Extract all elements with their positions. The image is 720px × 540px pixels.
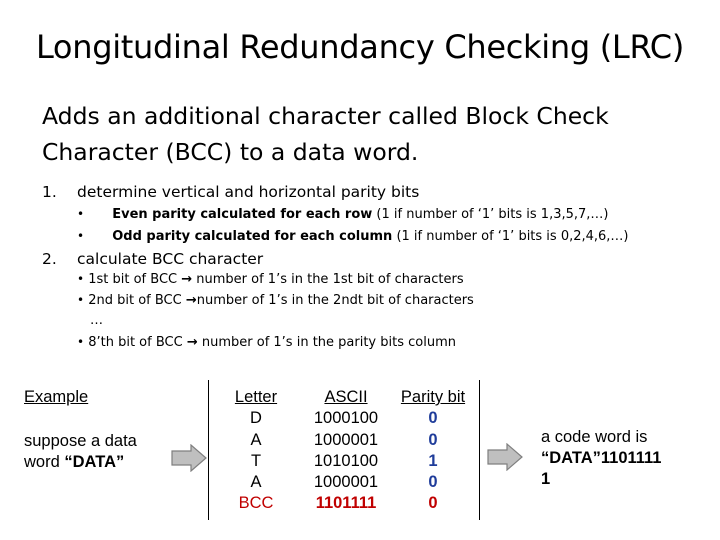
step-2-bullet: • 8’th bit of BCC → number of 1’s in the parity bits column	[77, 335, 456, 350]
bullet-marker: •	[77, 207, 85, 221]
parity-column	[393, 387, 473, 515]
step-1-bullet	[77, 229, 629, 244]
right-block-arrow-icon	[487, 443, 523, 471]
ascii-cell: 1010100	[313, 451, 379, 470]
intro-text	[42, 98, 609, 170]
bullet-marker: •	[77, 272, 85, 286]
parity-cell: 0	[428, 473, 438, 492]
bcc-parity-cell: 0	[428, 494, 438, 513]
ascii-cell: 1000100	[313, 409, 379, 428]
right-block-arrow-icon	[171, 444, 207, 472]
bullet-rest-text: (1 if number of ‘1’ bits is 1,3,5,7,…)	[372, 207, 609, 222]
step-2-bullet: • 2nd bit of BCC →number of 1’s in the 2ndt bit of characters	[77, 293, 474, 308]
bcc-ascii-cell: 1101111	[315, 494, 377, 513]
bcc-label: BCC	[238, 494, 274, 513]
example-description: suppose a data word “DATA”	[24, 432, 137, 471]
bullet-rest-text: (1 if number of ‘1’ bits is 0,2,4,6,…)	[392, 229, 629, 244]
result-text: a code word is “DATA”1101111 1	[541, 428, 662, 488]
letter-cell: D	[250, 409, 262, 428]
letter-header: Letter	[234, 388, 278, 406]
intro-line: Adds an additional character called Block Check	[42, 102, 609, 130]
step-2-ellipsis: …	[90, 313, 103, 328]
step-2-text: calculate BCC character	[77, 250, 264, 268]
slide-title: Longitudinal Redundancy Checking (LRC)	[35, 28, 685, 66]
ascii-cell: 1000001	[313, 430, 379, 449]
ascii-cell: 1000001	[313, 473, 379, 492]
intro-line: Character (BCC) to a data word.	[42, 138, 419, 166]
ascii-header: ASCII	[324, 388, 368, 406]
ascii-column	[298, 387, 394, 515]
parity-header: Parity bit	[400, 388, 466, 406]
letter-cell: A	[250, 473, 262, 492]
right-arrow-glyph-icon: →	[181, 272, 193, 287]
letter-cell: T	[250, 451, 262, 470]
right-arrow-glyph-icon: →	[185, 293, 197, 308]
bullet-bold-text: Even parity calculated for each row	[112, 207, 373, 222]
example-heading: Example	[24, 388, 89, 406]
parity-cell: 1	[428, 451, 438, 470]
parity-cell: 0	[428, 409, 438, 428]
bullet-bold-text: Odd parity calculated for each column	[112, 229, 393, 244]
right-arrow-glyph-icon: →	[186, 335, 198, 350]
step-1-number: 1.	[42, 183, 57, 201]
step-2-bullet: • 1st bit of BCC → number of 1’s in the 1st bit of characters	[77, 272, 464, 287]
bullet-marker: •	[77, 293, 85, 307]
step-1-text: determine vertical and horizontal parity bits	[77, 183, 420, 201]
step-2-number: 2.	[42, 250, 57, 268]
letter-column	[222, 387, 290, 515]
bullet-marker: •	[77, 335, 85, 349]
parity-cell: 0	[428, 430, 438, 449]
step-1-bullet	[77, 207, 608, 222]
letter-cell: A	[250, 430, 262, 449]
bullet-marker: •	[77, 229, 85, 243]
